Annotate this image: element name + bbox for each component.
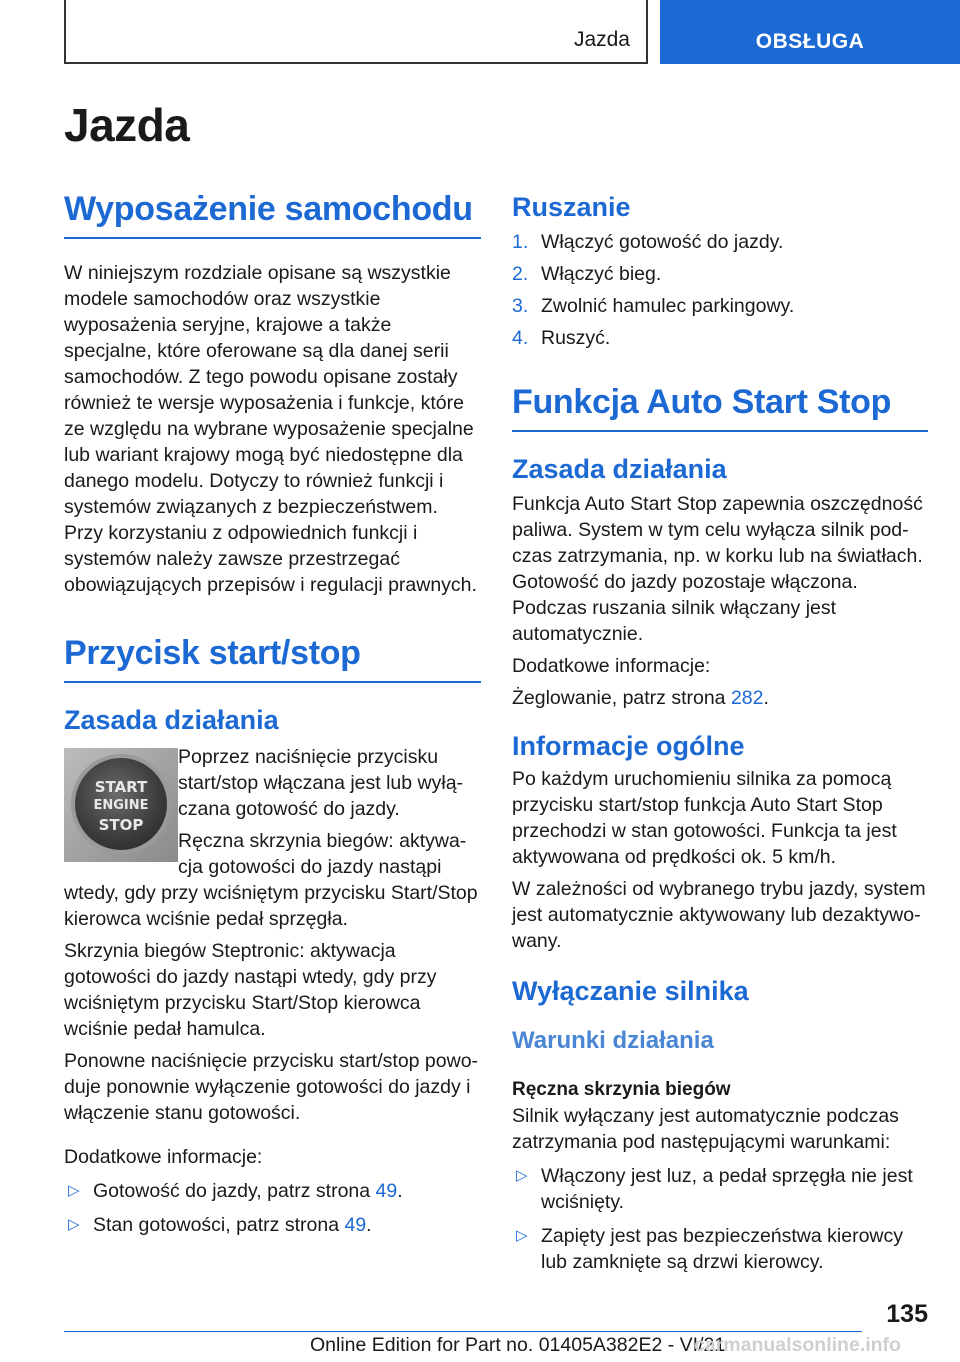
- ass-more-ref: Żeglowanie, patrz strona 282.: [512, 687, 769, 709]
- start-stop-p2: Ręczna skrzynia biegów: aktywacja gotowości do jazdy nastąpi wtedy, gdy przy wciśniętym przycisku Start/Stop kierowca wciśnie pedał sprzęgła.: [64, 830, 478, 930]
- equipment-paragraph: W niniejszym rozdziale opisane są wszystkie modele samochodów oraz wszystkie wyposażenia seryjne, krajowe a także specjalne, które oferowane są dla danej serii samochodów. Z tego powodu opisane zostały również te wersje wyposażenia i funkcje, które ze względu na wybrane wyposażenie specjalne lub wariant krajowy mogą być niedostępne dla danego modelu. Dotyczy to również funkcji i systemów związanych z bezpieczeństwem. Przy korzystaniu z odpowiednich funkcji i systemów należy zawsze przestrzegać obowiązujących przepisów i regulacji prawnych.: [64, 262, 477, 596]
- header-box: [64, 0, 648, 64]
- subheading-conditions: Warunki działania: [512, 1027, 714, 1054]
- list-item-text: Gotowość do jazdy, patrz strona: [93, 1180, 376, 1202]
- start-stop-block: [64, 744, 481, 1238]
- ass-paragraph-1: Funkcja Auto Start Stop zapewnia oszczędność paliwa. System w tym celu wyłącza silnik podczas zatrzymania, np. w korku lub na światłach. Gotowość do jazdy pozostaje włączona. Podczas ruszania silnik włączany jest automatycznie.: [512, 493, 923, 645]
- triangle-bullet-icon: ▷: [68, 1182, 80, 1199]
- general-paragraph-1: Po każdym uruchomieniu silnika za pomocą przycisku start/stop funkcja Auto Start Stop przechodzi w stan gotowości. Funkcja ta jest aktywowana od prędkości ok. 5 km/h.: [512, 768, 897, 868]
- triangle-bullet-icon: ▷: [68, 1216, 80, 1233]
- footer-divider: [64, 1331, 862, 1332]
- page-number: 135: [886, 1300, 928, 1328]
- start-stop-p3: Skrzynia biegów Steptronic: aktywacja gotowości do jazdy nastąpi wtedy, gdy przy wciśniętym przycisku Start/Stop kierowca wciśnie pedał hamulca.: [64, 940, 437, 1040]
- list-item: ▷ Gotowość do jazdy, patrz strona 49.: [68, 1180, 403, 1202]
- list-item: ▷ Zapięty jest pas bezpieczeństwa kierowcy lub zamknięte są drzwi kierowcy.: [516, 1225, 903, 1273]
- list-item: 2. Włączyć bieg.: [512, 263, 662, 285]
- heading-equipment: Wyposażenie samochodu: [64, 190, 481, 239]
- ass-more-label: Dodatkowe informacje:: [512, 655, 711, 677]
- heading-starting-off: Ruszanie: [512, 192, 631, 222]
- list-item: ▷ Włączony jest luz, a pedał sprzęgła nie jest wciśnięty.: [516, 1165, 913, 1213]
- starting-steps: [512, 229, 928, 351]
- watermark: carmanualsonline.info: [694, 1334, 901, 1356]
- header-section-title: Jazda: [573, 28, 630, 51]
- start-engine-stop-button-image: [64, 748, 178, 862]
- header-chapter-tab[interactable]: OBSŁUGA: [660, 0, 960, 64]
- subheading-principle: Zasada działania: [64, 705, 279, 735]
- button-text-engine: ENGINE: [93, 798, 149, 813]
- heading-start-stop-button: Przycisk start/stop: [64, 634, 481, 683]
- triangle-bullet-icon: ▷: [516, 1167, 528, 1184]
- subheading-general-info: Informacje ogólne: [512, 731, 745, 761]
- more-info-label: Dodatkowe informacje:: [64, 1146, 263, 1168]
- button-text-start: START: [94, 778, 148, 796]
- triangle-bullet-icon: ▷: [516, 1227, 528, 1244]
- conditions-list: [512, 1163, 928, 1275]
- page-link-49[interactable]: 49: [344, 1214, 367, 1236]
- general-paragraph-2: W zależności od wybranego trybu jazdy, system jest automatycznie aktywowany lub dezaktywowany.: [512, 878, 926, 952]
- list-item: 1. Włączyć gotowość do jazdy.: [512, 231, 784, 253]
- footer-edition: Online Edition for Part no. 01405A382E2 - VI/21: [310, 1334, 726, 1356]
- list-item-text: Stan gotowości, patrz strona: [93, 1214, 345, 1236]
- button-text-stop: STOP: [98, 816, 144, 834]
- page-link-49[interactable]: 49: [375, 1180, 398, 1202]
- list-item: ▷ Stan gotowości, patrz strona 49.: [68, 1214, 372, 1236]
- page-title: Jazda: [64, 99, 190, 151]
- more-info-list: [64, 1178, 481, 1238]
- start-stop-p1: Poprzez naciśnięcie przycisku start/stop włączana jest lub wyłączana gotowość do jazdy.: [178, 746, 464, 820]
- subheading-manual-gearbox: Ręczna skrzynia biegów: [512, 1079, 731, 1100]
- start-stop-p4: Ponowne naciśnięcie przycisku start/stop powoduje ponownie wyłączenie gotowości do jazdy i włączenie stanu gotowości.: [64, 1050, 479, 1124]
- list-item: 4. Ruszyć.: [512, 327, 611, 349]
- subheading-engine-off: Wyłączanie silnika: [512, 976, 749, 1006]
- manual-gearbox-paragraph: Silnik wyłączany jest automatycznie podczas zatrzymania pod następującymi warunkami:: [512, 1105, 899, 1153]
- subheading-principle-ass: Zasada działania: [512, 454, 727, 484]
- list-item: 3. Zwolnić hamulec parkingowy.: [512, 295, 795, 317]
- page-link-282[interactable]: 282: [730, 687, 764, 709]
- left-column: [64, 190, 481, 1238]
- right-column: [512, 192, 928, 1275]
- heading-auto-start-stop: Funkcja Auto Start Stop: [512, 383, 928, 432]
